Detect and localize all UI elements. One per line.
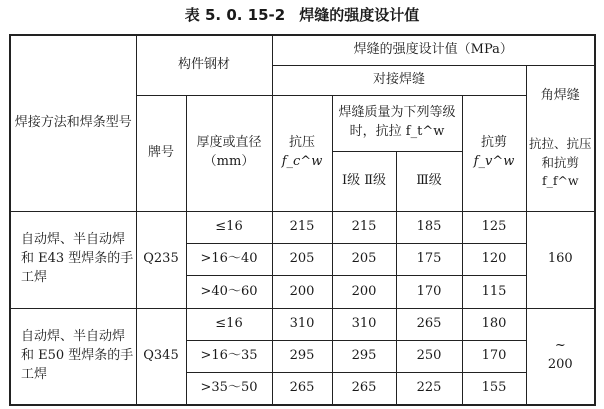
group-2-fillet-mark: ~	[554, 338, 566, 354]
cell-compression: 200	[272, 276, 332, 308]
table-row	[10, 211, 595, 243]
cell-q3: 170	[396, 276, 462, 308]
caption-title: 焊缝的强度设计值	[299, 6, 420, 24]
group-2-fillet	[526, 308, 595, 405]
table-caption	[0, 4, 604, 25]
cell-q12: 200	[332, 276, 396, 308]
caption-number: 表 5. 0. 15-2	[184, 6, 286, 24]
header-shear-label: 抗剪	[481, 135, 508, 151]
cell-q12: 265	[332, 373, 396, 405]
header-shear-symbol: f_v^w	[473, 154, 515, 170]
cell-shear: 125	[462, 211, 526, 243]
cell-q3: 185	[396, 211, 462, 243]
header-method: 焊接方法和焊条型号	[10, 35, 136, 211]
cell-q3: 250	[396, 340, 462, 372]
cell-thickness: ≤16	[186, 308, 272, 340]
header-compression-symbol: f_c^w	[281, 154, 323, 170]
cell-thickness: >16～35	[186, 340, 272, 372]
cell-compression: 310	[272, 308, 332, 340]
header-fillet-weld	[526, 65, 595, 211]
header-tension-quality: 焊缝质量为下列等级时，抗拉 f_t^w	[332, 95, 462, 151]
weld-strength-table	[9, 34, 596, 406]
header-compression-label: 抗压	[289, 135, 316, 151]
group-2-grade: Q345	[136, 308, 186, 405]
group-2-fillet-value: 200	[547, 357, 573, 373]
cell-compression: 295	[272, 340, 332, 372]
cell-shear: 115	[462, 276, 526, 308]
header-quality-1-2: Ⅰ级 Ⅱ级	[332, 151, 396, 211]
cell-compression: 265	[272, 373, 332, 405]
cell-q12: 295	[332, 340, 396, 372]
header-butt-weld: 对接焊缝	[272, 65, 526, 95]
header-quality-3: Ⅲ级	[396, 151, 462, 211]
cell-q3: 225	[396, 373, 462, 405]
header-thickness-label: 厚度或直径	[196, 135, 262, 151]
group-1-grade: Q235	[136, 211, 186, 308]
table-row	[10, 308, 595, 340]
cell-q12: 205	[332, 244, 396, 276]
cell-q3: 265	[396, 308, 462, 340]
cell-compression: 205	[272, 244, 332, 276]
cell-shear: 155	[462, 373, 526, 405]
group-1-fillet: 160	[526, 211, 595, 308]
header-shear	[462, 95, 526, 211]
header-thickness	[186, 95, 272, 211]
header-design-strength: 焊缝的强度设计值（MPa）	[272, 35, 595, 65]
cell-thickness: ≤16	[186, 211, 272, 243]
cell-q12: 310	[332, 308, 396, 340]
header-grade: 牌号	[136, 95, 186, 211]
header-compression	[272, 95, 332, 211]
cell-shear: 170	[462, 340, 526, 372]
cell-shear: 120	[462, 244, 526, 276]
cell-shear: 180	[462, 308, 526, 340]
group-2-method: 自动焊、半自动焊和 E50 型焊条的手工焊	[10, 308, 136, 405]
header-fillet-weld-title: 角焊缝	[540, 87, 580, 103]
group-1-method: 自动焊、半自动焊和 E43 型焊条的手工焊	[10, 211, 136, 308]
cell-thickness: >16～40	[186, 244, 272, 276]
cell-q3: 175	[396, 244, 462, 276]
header-component-steel: 构件钢材	[136, 35, 272, 95]
cell-thickness: >35～50	[186, 373, 272, 405]
header-thickness-unit: （mm）	[203, 154, 255, 170]
cell-q12: 215	[332, 211, 396, 243]
cell-compression: 215	[272, 211, 332, 243]
cell-thickness: >40～60	[186, 276, 272, 308]
header-fillet-weld-desc: 抗拉、抗压和抗剪 f_f^w	[529, 136, 592, 188]
